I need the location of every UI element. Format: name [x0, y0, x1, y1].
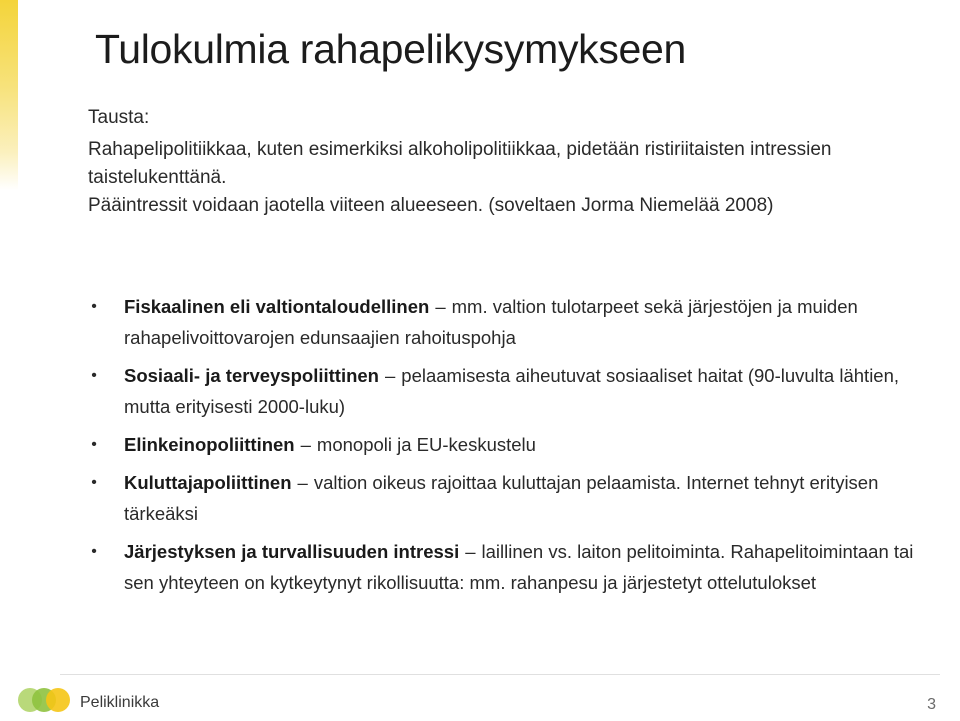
- list-item-fiscal: [88, 291, 938, 353]
- list-item-consumer: [88, 467, 938, 529]
- bullet-icon: •: [91, 298, 97, 315]
- dash-separator: –: [465, 541, 476, 562]
- list-item-text: monopoli ja EU-keskustelu: [316, 434, 536, 455]
- list-item-term: Kuluttajapoliittinen: [124, 472, 292, 493]
- bullet-icon: •: [91, 367, 97, 384]
- list-item-term: Järjestyksen ja turvallisuuden intressi: [124, 541, 460, 562]
- list-item-text: pelaamisesta aiheutuvat sosiaaliset haitat (90-luvulta lähtien, mutta erityisesti 2000-luku): [124, 365, 900, 417]
- list-item-text: valtion oikeus rajoittaa kuluttajan pelaamista. Internet tehnyt erityisen tärkeäksi: [124, 472, 879, 524]
- list-item-term: Fiskaalinen eli valtiontaloudellinen: [124, 296, 430, 317]
- dash-separator: –: [297, 472, 308, 493]
- dash-separator: –: [435, 296, 446, 317]
- dash-separator: –: [384, 365, 396, 386]
- left-accent-bar: [0, 0, 18, 190]
- list-item-text: laillinen vs. laiton pelitoiminta. Rahapelitoimintaan tai sen yhteyteen on kytkeytynyt rikollisuutta: mm. rahanpesu ja järjestetyt ottelutulokset: [124, 541, 914, 593]
- slide-title: Tulokulmia rahapelikysymykseen: [95, 26, 687, 72]
- page-number: 3: [927, 696, 936, 713]
- bullet-icon: •: [91, 436, 97, 453]
- dash-separator: –: [300, 434, 311, 455]
- peliklinikka-logo-icon: [18, 688, 74, 714]
- intro-paragraph-1: Rahapelipolitiikkaa, kuten esimerkiksi alkoholipolitiikkaa, pidetään ristiriitaisten intressien taistelukenttänä.: [88, 139, 832, 188]
- list-item-social-health: [88, 360, 938, 422]
- intro-section: [88, 104, 938, 220]
- bullet-icon: •: [91, 543, 97, 560]
- intro-paragraph-2: Pääintressit voidaan jaotella viiteen alueeseen. (soveltaen Jorma Niemelää 2008): [88, 195, 774, 216]
- interest-list: [88, 291, 938, 605]
- footer-divider: [60, 674, 940, 675]
- intro-label: Tausta:: [88, 107, 150, 128]
- list-item-industrial: [88, 429, 938, 460]
- bullet-icon: •: [91, 474, 97, 491]
- list-item-text: mm. valtion tulotarpeet sekä järjestöjen ja muiden rahapelivoittovarojen edunsaajien rahoituspohja: [124, 296, 858, 348]
- list-item-term: Elinkeinopoliittinen: [124, 434, 295, 455]
- list-item-term: Sosiaali- ja terveyspoliittinen: [124, 365, 379, 386]
- list-item-order-security: [88, 536, 938, 598]
- footer-brand: Peliklinikka: [80, 694, 160, 711]
